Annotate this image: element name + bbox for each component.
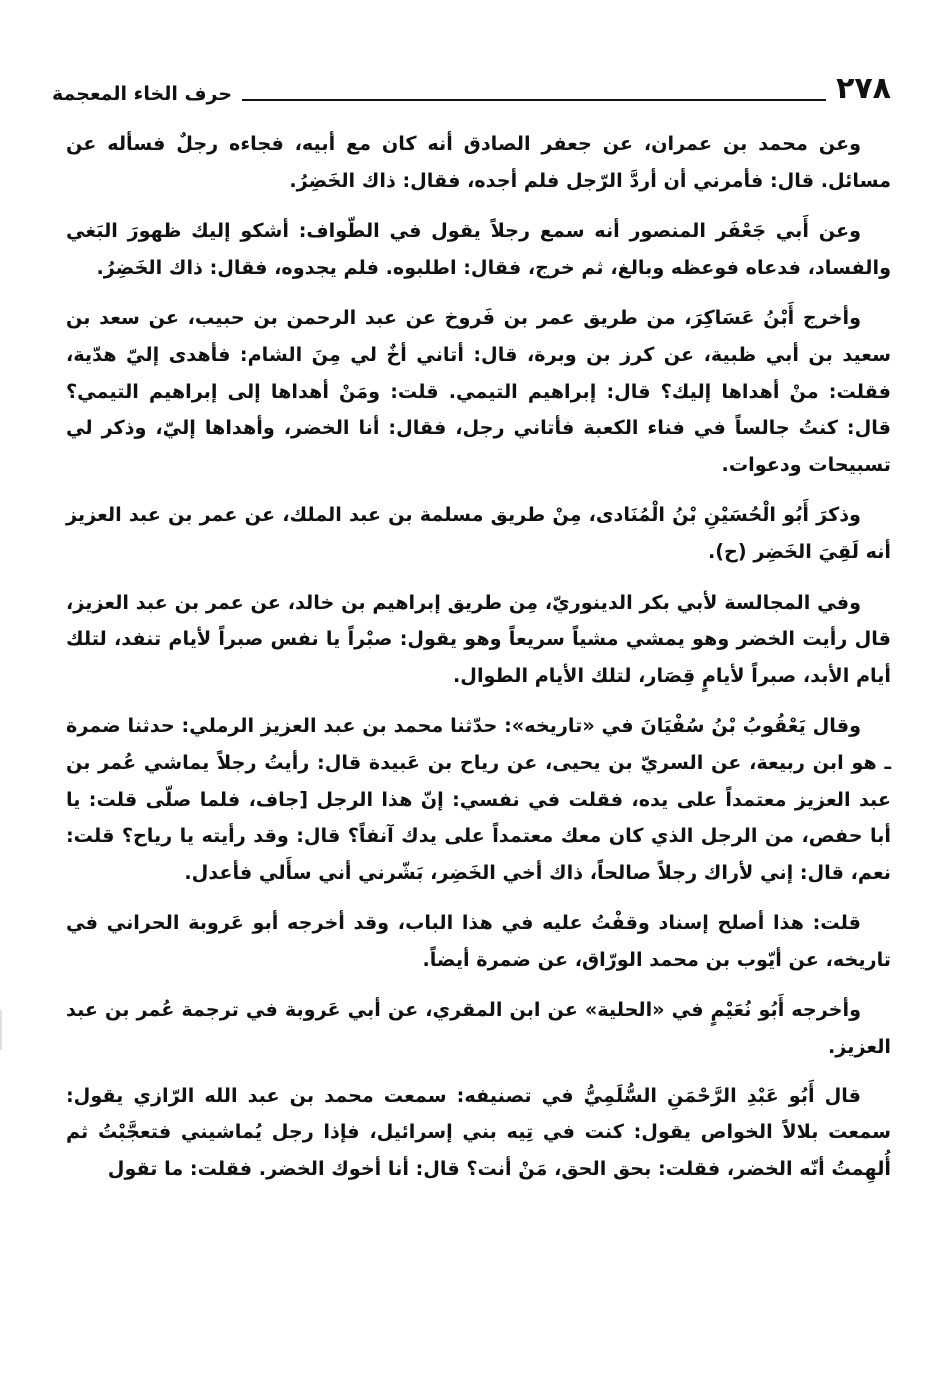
header-rule xyxy=(242,99,826,101)
paragraph: قال أَبُو عَبْدِ الرَّحْمَنِ السُّلَمِيُّ في تصنيفه: سمعت محمد بن عبد الله الرّازي يقول: سمعت بلالاً الخواص يقول: كنت في تِيه بني إسرائيل، فإذا رجل يُماشيني فتعجَّبْتُ ثم أُلهِمتُ أنّه الخضر، فقلت: بحق الحق، مَنْ أنت؟ قال: أنا أخوك الخضر. فقلت: ما تقول xyxy=(66,1083,891,1180)
paragraph: وأخرجه أَبُو نُعَيْمٍ في «الحلية» عن ابن المقري، عن أبي عَروبة في ترجمة عُمر بن عبد العزيز. xyxy=(66,998,891,1059)
paragraph: وفي المجالسة لأبي بكر الدينوريّ، مِن طريق إبراهيم بن خالد، عن عمر بن عبد العزيز، قال رأيت الخضر وهو يمشي مشياً سريعاً وهو يقول: صبْراً يا نفس صبراً لأيام تنفد، لتلك أيام الأبد، صبراً لأيامٍ قِصَار، لتلك الأيام الطوال. xyxy=(66,590,891,687)
paragraph: وذكرَ أَبُو الْحُسَيْنِ بْنُ الْمُنَادى، مِنْ طريق مسلمة بن عبد الملك، عن عمر بن عبد العزيز أنه لَقِيَ الخَضِر (ح). xyxy=(66,503,891,563)
paragraph: قلت: هذا أصلح إسناد وقفْتُ عليه في هذا الباب، وقد أخرجه أبو عَروبة الحراني في تاريخه، عن أيّوب بن محمد الورّاق، عن ضمرة أيضاً. xyxy=(66,911,891,971)
paragraph: وعن أَبي جَعْفَر المنصور أنه سمع رجلاً يقول في الطّواف: أشكو إليك ظهورَ البَغي والفساد، فدعاه فوعظه وبالغ، ثم خرج، فقال: اطلبوه. فلم يجدوه، فقال: ذاك الخَضِرُ. xyxy=(66,219,891,279)
paragraph: وعن محمد بن عمران، عن جعفر الصادق أنه كان مع أبيه، فجاءه رجلٌ فسأله عن مسائل. قال: فأمرني أن أردَّ الرّجل فلم أجده، فقال: ذاك الخَضِرُ. xyxy=(66,132,891,192)
page-body xyxy=(66,126,891,1201)
page-number: ٢٧٨ xyxy=(836,71,891,106)
running-title: حرف الخاء المعجمة xyxy=(52,83,233,105)
page-header xyxy=(52,66,891,110)
scan-mark xyxy=(0,1010,10,1050)
paragraph: وقال يَعْقُوبُ بْنُ سُفْيَانَ في «تاريخه»: حدّثنا محمد بن عبد العزيز الرملي: حدثنا ضمرة ـ هو ابن ربيعة، عن السريّ بن يحيى، عن رياح بن عَبيدة قال: رأيتُ رجلاً يماشي عُمر بن عبد العزيز معتمداً على يده، فقلت في نفسي: إنّ هذا الرجل [جاف، فلما صلّى قلت: يا أبا حفص، من الرجل الذي كان معك معتمداً على يدك آنفاً؟ قال: وقد رأيته يا رياح؟ قلت: نعم، قال: إني لأراك رجلاً صالحاً، ذاك أخي الخَضِر، بَشّرني أني سأَلي فأعدل. xyxy=(66,714,891,884)
paragraph: وأخرج أَبْنُ عَسَاكِرَ، من طريق عمر بن فَروخ عن عبد الرحمن بن حبيب، عن سعد بن سعيد بن أبي ظبية، عن كرز بن وبرة، قال: أتاني أخٌ لي مِنَ الشام: فأهدى إليّ هدّية، فقلت: منْ أهداها إليك؟ قال: إبراهيم التيمي. قلت: ومَنْ أهداها إلى إبراهيم التيمي؟ قال: كنتُ جالساً في فناء الكعبة فأتاني رجل، فقال: أنا الخضر، وأهداها إليّ، وذكر لي تسبيحات ودعوات. xyxy=(66,306,891,476)
